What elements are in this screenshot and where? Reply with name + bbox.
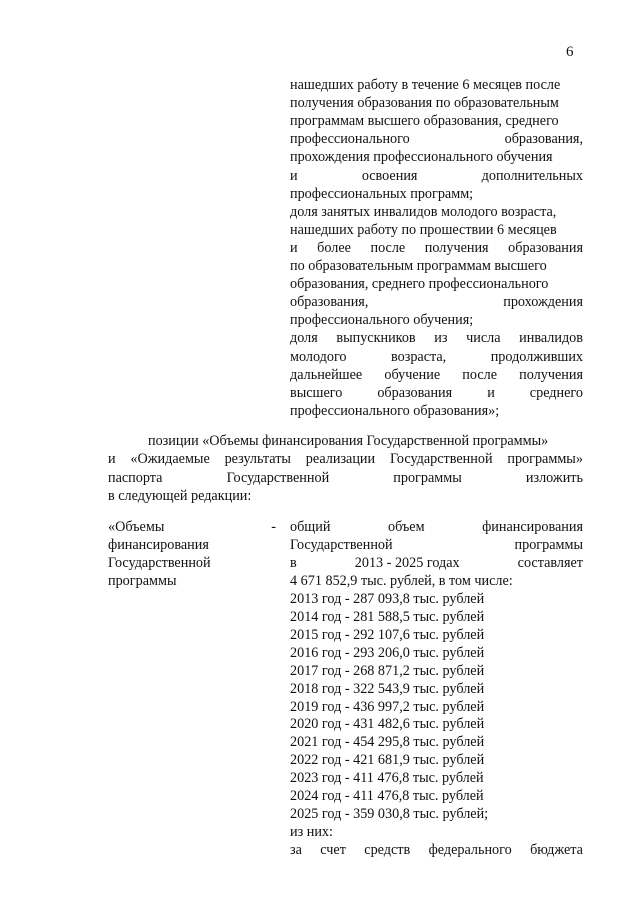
text-line — [290, 203, 583, 221]
text-segment: доля занятых инвалидов молодого возраста, — [290, 203, 557, 220]
text-segment: 2015 год - 292 107,6 тыс. рублей — [290, 626, 485, 643]
text-line — [290, 608, 583, 626]
text-segment: Государственной — [226, 469, 330, 486]
text-line — [290, 662, 583, 680]
text-segment: 2019 год - 436 997,2 тыс. рублей — [290, 698, 485, 715]
text-segment: «Объемы — [108, 519, 165, 535]
text-segment: выпускников — [336, 330, 416, 347]
text-segment: счет — [320, 842, 346, 859]
text-segment: 2023 год - 411 476,8 тыс. рублей — [290, 770, 484, 787]
text-segment: реализации — [305, 451, 376, 468]
text-line — [108, 450, 583, 468]
text-segment: позиции «Объемы финансирования Государственной программы» — [148, 433, 549, 449]
text-segment: более — [317, 239, 351, 256]
text-segment: объем — [387, 519, 425, 535]
text-segment: программам высшего образования, среднего — [290, 113, 559, 130]
text-line — [290, 841, 583, 859]
text-segment: после — [370, 239, 406, 256]
text-segment: Государственной — [290, 536, 393, 553]
text-line — [290, 167, 583, 185]
text-line — [290, 94, 583, 112]
text-line — [290, 76, 583, 94]
text-line — [290, 293, 583, 311]
text-line — [290, 698, 583, 716]
text-segment: и — [290, 167, 298, 184]
text-line — [290, 715, 583, 733]
text-line — [290, 257, 583, 275]
text-segment: после — [462, 366, 498, 383]
text-line — [290, 130, 583, 148]
text-segment: 2016 год - 293 206,0 тыс. рублей — [290, 644, 485, 661]
text-segment: числа — [466, 330, 501, 347]
text-segment: 2017 год - 268 871,2 тыс. рублей — [290, 662, 485, 679]
text-line — [290, 572, 583, 590]
text-line — [290, 805, 583, 823]
text-line — [290, 348, 583, 366]
text-segment: профессионального обучения; — [290, 312, 474, 329]
text-segment: общий — [290, 519, 331, 535]
text-line — [290, 751, 583, 769]
text-segment: из — [434, 330, 448, 347]
text-segment: образования, — [504, 131, 583, 148]
text-segment: «Ожидаемые — [130, 451, 210, 468]
text-segment: среднего — [529, 384, 583, 401]
text-line — [290, 518, 583, 536]
text-segment: продолживших — [490, 348, 583, 365]
text-segment: получения — [519, 366, 583, 383]
text-segment: получения образования по образовательным — [290, 95, 559, 112]
text-line — [290, 680, 583, 698]
text-segment: в следующей редакции: — [108, 488, 252, 505]
text-segment: 2013 год - 287 093,8 тыс. рублей — [290, 590, 485, 607]
text-line — [290, 112, 583, 130]
text-segment: из них: — [290, 824, 333, 841]
text-segment: Государственной — [389, 451, 493, 468]
page-number: 6 — [566, 44, 574, 60]
text-line — [290, 311, 583, 329]
text-segment: доля — [290, 330, 318, 347]
text-segment: изложить — [525, 469, 583, 486]
text-segment: высшего — [290, 384, 343, 401]
text-segment: прохождения профессионального обучения — [290, 149, 553, 166]
text-segment: программы» — [507, 451, 583, 468]
text-segment: образования, — [290, 294, 369, 311]
text-segment: - — [271, 519, 276, 535]
text-line — [290, 221, 583, 239]
text-segment: бюджета — [530, 842, 583, 859]
text-segment: 2024 год - 411 476,8 тыс. рублей — [290, 788, 484, 805]
text-segment: 2018 год - 322 543,9 тыс. рублей — [290, 680, 485, 697]
text-line — [290, 554, 583, 572]
text-segment: 2025 год - 359 030,8 тыс. рублей; — [290, 806, 489, 823]
text-line — [290, 590, 583, 608]
text-line — [290, 536, 583, 554]
text-segment: возраста, — [391, 348, 447, 365]
text-segment: образования — [508, 239, 583, 256]
text-segment: 2021 год - 454 295,8 тыс. рублей — [290, 734, 485, 751]
text-segment: в — [290, 554, 297, 571]
text-line — [290, 275, 583, 293]
text-line — [290, 733, 583, 751]
text-line — [290, 644, 583, 662]
text-line — [290, 185, 583, 203]
text-segment: результаты — [224, 451, 291, 468]
text-segment: 2022 год - 421 681,9 тыс. рублей — [290, 752, 485, 769]
text-segment: профессионального образования»; — [290, 402, 500, 419]
text-line — [290, 329, 583, 347]
text-segment: нашедших работу в течение 6 месяцев после — [290, 77, 561, 93]
text-segment: паспорта — [108, 469, 163, 486]
text-segment: профессиональных программ; — [290, 185, 474, 202]
text-segment: освоения — [361, 167, 418, 184]
text-segment: 2014 год - 281 588,5 тыс. рублей — [290, 608, 485, 625]
text-segment: профессионального — [290, 131, 410, 148]
text-segment: прохождения — [503, 294, 583, 311]
text-line — [108, 572, 176, 590]
text-line — [290, 626, 583, 644]
text-line — [290, 823, 583, 841]
text-segment: дальнейшее — [290, 366, 363, 383]
text-segment: составляет — [517, 554, 583, 571]
text-line — [290, 366, 583, 384]
text-segment: по образовательным программам высшего — [290, 258, 547, 274]
text-segment: финансирования — [482, 519, 583, 535]
text-segment: и — [290, 239, 298, 256]
text-line — [108, 554, 211, 572]
text-segment: получения — [424, 239, 489, 256]
text-segment: 2013 - 2025 годах — [354, 554, 460, 571]
text-line — [290, 384, 583, 402]
text-segment: программы — [108, 573, 177, 590]
text-line — [290, 148, 583, 166]
text-segment: образования, среднего профессионального — [290, 276, 549, 293]
text-line — [290, 402, 583, 420]
text-line — [290, 239, 583, 257]
text-line — [290, 769, 583, 787]
text-segment: финансирования — [108, 537, 209, 554]
text-segment: федерального — [428, 842, 512, 859]
text-segment: программы — [393, 469, 462, 486]
text-line — [148, 432, 548, 450]
text-line — [108, 536, 209, 554]
text-segment: обучение — [384, 366, 441, 383]
text-segment: и — [487, 384, 495, 401]
text-line — [290, 787, 583, 805]
text-segment: за — [290, 842, 302, 859]
text-segment: 4 671 852,9 тыс. рублей, в том числе: — [290, 572, 513, 589]
text-segment: Государственной — [108, 555, 211, 572]
text-line — [108, 518, 276, 536]
text-segment: и — [108, 451, 116, 468]
text-segment: средств — [364, 842, 411, 859]
text-segment: нашедших работу по прошествии 6 месяцев — [290, 221, 557, 238]
text-segment: инвалидов — [519, 330, 583, 347]
text-segment: молодого — [290, 348, 347, 365]
text-line — [108, 487, 583, 505]
text-line — [108, 469, 583, 487]
text-segment: образования — [377, 384, 453, 401]
text-segment: 2020 год - 431 482,6 тыс. рублей — [290, 716, 485, 733]
text-segment: дополнительных — [481, 167, 583, 184]
text-segment: программы — [514, 536, 583, 553]
